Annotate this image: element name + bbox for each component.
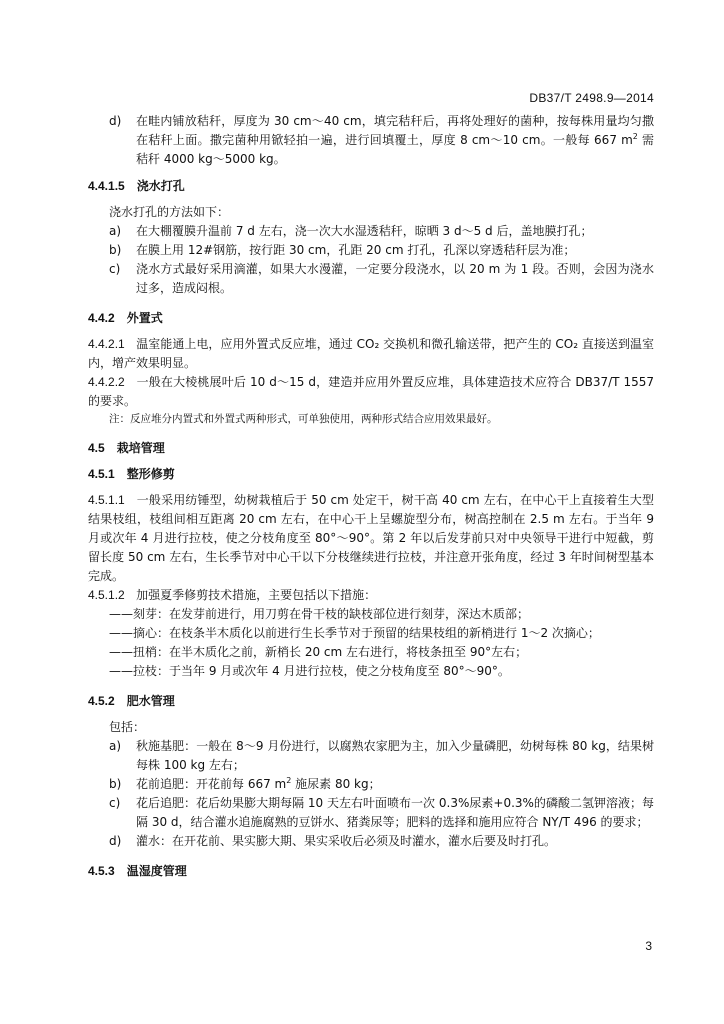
note: 注：反应堆分内置式和外置式两种形式，可单独使用，两种形式结合应用效果最好。 [109,413,498,425]
list-item-d [109,112,654,169]
list-text [136,112,654,169]
list-item-b [109,241,654,260]
paragraph-intro: 浇水打孔的方法如下： [109,205,230,219]
section-number: 4.4.2 [88,311,115,325]
list-label: b) [109,243,122,257]
section-heading-4-4-2 [88,309,654,327]
paragraph-intro: 包括： [109,720,146,734]
list-text: 灌水：在开花前、果实膨大期、果实采收后必须及时灌水，灌水后要及时打孔。 [136,834,557,848]
list-label: c) [109,796,121,810]
section-title: 栽培管理 [116,441,165,455]
list-label: d) [109,114,122,128]
list-text-part: 施尿素 80 kg； [291,777,381,791]
dash-item: ——摘心：在枝条半木质化以前进行生长季节对于预留的结果枝组的新梢进行 1～2 次摘心； [109,626,600,640]
clause-text: 温室能通上电，应用外置式反应堆，通过 CO₂ 交换机和微孔输送带，把产生的 CO₂ 直接送到温室内，增产效果明显。 [88,337,655,370]
section-number: 4.5.2 [88,694,115,708]
list-text: 浇水方式最好采用滴灌，如果大水漫灌，一定要分段浇水，以 20 m 为 1 段。否则，会因为浇水过多，造成闷根。 [136,262,654,295]
list-item-c [109,794,654,832]
paragraph-4-4-2-2 [88,373,654,411]
page-number: 3 [645,939,652,953]
section-heading-4-5-3 [88,862,654,880]
dash-item: ——刻芽：在发芽前进行，用刀剪在骨干枝的缺枝部位进行刻芽，深达木质部； [109,607,530,621]
list-item-b [109,775,654,794]
section-title: 肥水管理 [126,694,175,708]
section-number: 4.5.3 [88,864,115,878]
superscript: 2 [632,132,638,141]
clause-text: 一般在大棱桃展叶后 10 d～15 d，建造并应用外置反应堆，具体建造技术应符合 DB37/T 1557 的要求。 [88,375,654,408]
clause-number: 4.4.2.2 [88,375,125,389]
list-label: d) [109,834,122,848]
list-item-a [109,737,654,775]
superscript: 2 [286,776,292,785]
list-text: 在膜上用 12#钢筋，按行距 30 cm，孔距 20 cm 打孔，孔深以穿透秸秆层为准； [136,243,576,257]
clause-number: 4.5.1.2 [88,588,125,602]
list-item-d [109,832,654,851]
dash-item: ——扭梢：在半木质化之前，新梢长 20 cm 左右进行，将枝条扭至 90°左右； [109,645,528,659]
paragraph-4-5-1-1 [88,491,654,586]
paragraph-4-5-1-2 [88,586,654,605]
list-text: 花后追肥：花后幼果膨大期每隔 10 天左右叶面喷布一次 0.3%尿素+0.3%的磷酸二氢钾溶液；每隔 30 d，结合灌水追施腐熟的豆饼水、猪粪尿等；肥料的选择和施用应符合 NY/T 496 的要求； [136,796,654,829]
section-title: 温湿度管理 [126,864,187,878]
section-heading-4-5-1 [88,465,654,483]
section-number: 4.4.1.5 [88,179,125,193]
clause-number: 4.5.1.1 [88,493,125,507]
section-heading-4-5-2 [88,692,654,710]
section-title: 外置式 [126,311,163,325]
list-text-part: 花前追肥：开花前每 667 m [136,777,287,791]
section-title: 整形修剪 [126,467,175,481]
section-number: 4.5 [88,441,105,455]
list-label: b) [109,777,122,791]
paragraph-4-4-2-1 [88,335,654,373]
clause-number: 4.4.2.1 [88,337,125,351]
clause-text: 加强夏季修剪技术措施，主要包括以下措施： [136,588,377,602]
list-text: 在大棚覆膜升温前 7 d 左右，浇一次大水湿透秸秆，晾晒 3 d～5 d 后，盖地膜打孔； [136,224,593,238]
section-title: 浇水打孔 [136,179,185,193]
list-item-a [109,222,654,241]
list-label: a) [109,739,122,753]
document-code-header: DB37/T 2498.9—2014 [529,91,654,105]
list-item-c [109,260,654,298]
list-text: 秋施基肥：一般在 8～9 月份进行，以腐熟农家肥为主，加入少量磷肥，幼树每株 80 kg，结果树每株 100 kg 左右； [136,739,654,772]
list-text-part: 需秸秆 4000 kg～5000 kg。 [136,133,654,166]
section-heading-4-4-1-5 [88,177,654,195]
list-label: c) [109,262,121,276]
section-number: 4.5.1 [88,467,115,481]
list-text-part: 在畦内铺放秸秆，厚度为 30 cm～40 cm，填完秸秆后，再将处理好的菌种，按每株用量均匀撒在秸秆上面。撒完菌种用锨轻拍一遍，进行回填覆土，厚度 8 cm～10 cm。一般每 667 m [136,114,654,147]
section-heading-4-5 [88,439,654,457]
list-text [136,775,654,794]
document-body [88,112,654,880]
dash-item: ——拉枝：于当年 9 月或次年 4 月进行拉枝，使之分枝角度至 80°～90°。 [109,664,510,678]
clause-text: 一般采用纺锤型，幼树栽植后于 50 cm 处定干，树干高 40 cm 左右，在中心干上直接着生大型结果枝组，枝组间相互距离 20 cm 左右，在中心干上呈螺旋型分布，树高控制在 2.5 m 左右。于当年 9 月或次年 4 月进行拉枝，使之分枝角度至 80°～90°。第 2 年以后发芽前只对中央领导干进行中短截，剪留长度 50 cm 左右，生长季节对中心干以下分枝继续进行拉枝，并注意开张角度，经过 3 年时间树型基本完成。 [88,493,654,583]
list-label: a) [109,224,122,238]
